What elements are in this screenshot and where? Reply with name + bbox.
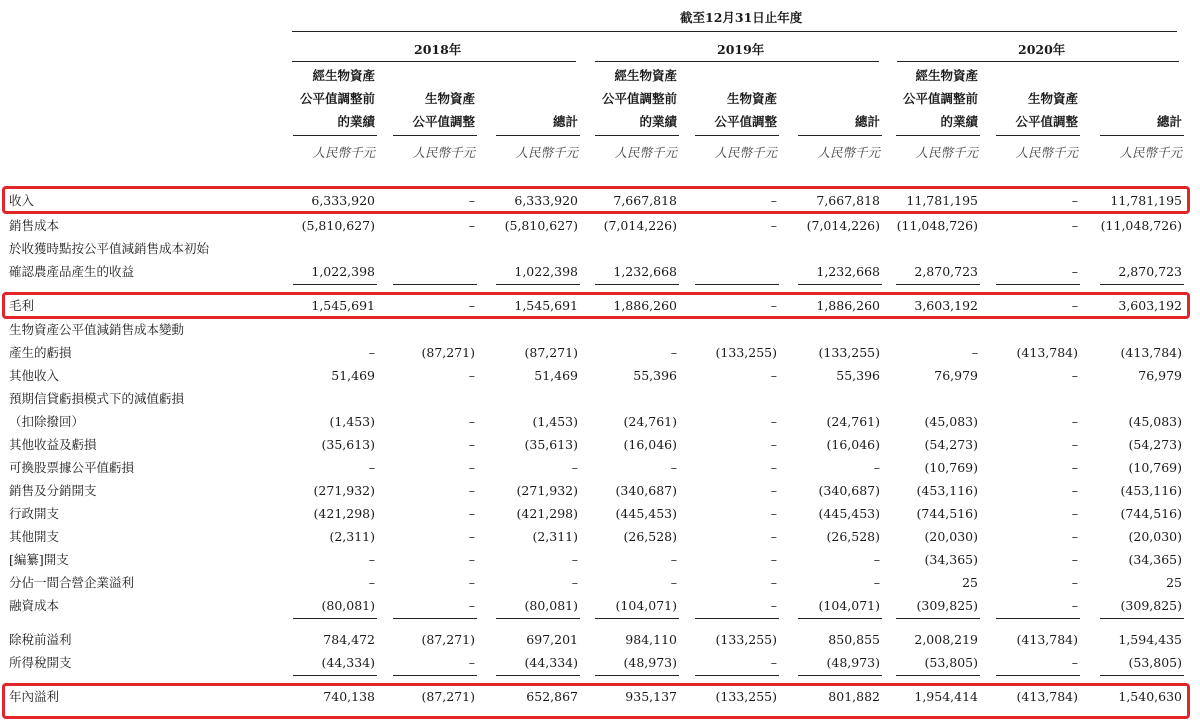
row-value: –: [468, 414, 475, 429]
row-value: –: [1071, 506, 1078, 521]
row-value: 25: [1166, 575, 1182, 590]
row-value: (35,613): [524, 437, 578, 452]
row-value: –: [1071, 368, 1078, 383]
row-value: –: [1071, 264, 1078, 279]
subtotal-underline: [1100, 675, 1184, 676]
row-label: 銷售成本: [9, 218, 60, 233]
row-label: 銷售及分銷開支: [9, 483, 97, 498]
row-value: (133,255): [715, 689, 777, 704]
row-label: 收入: [9, 193, 35, 208]
row-value: –: [670, 552, 677, 567]
row-value: –: [1071, 437, 1078, 452]
row-value: (413,784): [1016, 632, 1078, 647]
row-label: 除稅前溢利: [9, 632, 72, 647]
row-label: 預期信貸虧損模式下的減值虧損: [9, 391, 185, 406]
row-label: 毛利: [9, 298, 35, 313]
row-value: 7,667,818: [816, 193, 880, 208]
row-value: (11,048,726): [1100, 218, 1182, 233]
row-value: (34,365): [1128, 552, 1182, 567]
row-value: (2,311): [329, 529, 375, 544]
row-value: 1,022,398: [514, 264, 578, 279]
subtotal-underline: [996, 618, 1080, 619]
row-value: –: [468, 218, 475, 233]
col-header-2020-pre-adjustment-line1: 經生物資產: [915, 68, 978, 83]
row-value: –: [468, 437, 475, 452]
col-header-underline: [996, 135, 1080, 136]
row-label: 行政開支: [9, 506, 60, 521]
subtotal-underline: [595, 618, 679, 619]
col-header-underline: [496, 135, 580, 136]
row-value: –: [1071, 460, 1078, 475]
col-header-2019-pre-adjustment-line2: 公平值調整前: [601, 91, 677, 106]
row-value: –: [1071, 552, 1078, 567]
row-value: –: [670, 575, 677, 590]
row-label: 融資成本: [9, 598, 60, 613]
row-value: (26,528): [623, 529, 677, 544]
row-value: 11,781,195: [906, 193, 978, 208]
row-value: 784,472: [323, 632, 375, 647]
unit-label-2019-total: 人民幣千元: [817, 145, 880, 160]
row-value: (16,046): [826, 437, 880, 452]
row-label: 其他開支: [9, 529, 60, 544]
unit-label-2020-total: 人民幣千元: [1119, 145, 1182, 160]
row-value: –: [468, 460, 475, 475]
subtotal-underline: [695, 284, 779, 285]
row-value: –: [770, 437, 777, 452]
row-value: (421,298): [313, 506, 375, 521]
row-value: –: [468, 552, 475, 567]
row-value: (5,810,627): [301, 218, 375, 233]
row-value: 1,594,435: [1118, 632, 1182, 647]
row-value: –: [1071, 298, 1078, 313]
subtotal-underline: [496, 284, 580, 285]
row-value: 25: [962, 575, 978, 590]
col-header-underline: [695, 135, 779, 136]
row-label: 生物資產公平值減銷售成本變動: [9, 322, 185, 337]
row-value: (413,784): [1016, 689, 1078, 704]
row-value: 1,545,691: [311, 298, 375, 313]
row-value: (271,932): [516, 483, 578, 498]
subtotal-underline: [393, 675, 477, 676]
row-value: –: [571, 460, 578, 475]
row-value: 935,137: [625, 689, 677, 704]
row-value: 1,232,668: [613, 264, 677, 279]
row-value: (421,298): [516, 506, 578, 521]
unit-label-2018-bio-asset-adjustment: 人民幣千元: [412, 145, 475, 160]
unit-label-2018-pre-adjustment: 人民幣千元: [312, 145, 375, 160]
row-value: 6,333,920: [514, 193, 578, 208]
row-value: (133,255): [715, 632, 777, 647]
row-value: –: [873, 460, 880, 475]
col-header-2018-total-line1: 總計: [552, 114, 578, 129]
row-value: –: [1071, 483, 1078, 498]
row-value: (44,334): [321, 655, 375, 670]
row-value: (87,271): [421, 345, 475, 360]
row-value: –: [368, 552, 375, 567]
col-header-2018-pre-adjustment-line1: 經生物資產: [312, 68, 375, 83]
row-value: 76,979: [1138, 368, 1182, 383]
row-value: 2,008,219: [914, 632, 978, 647]
subtotal-underline: [293, 675, 377, 676]
subtotal-underline: [695, 618, 779, 619]
subtotal-underline: [695, 675, 779, 676]
row-value: (35,613): [321, 437, 375, 452]
row-value: –: [770, 575, 777, 590]
row-value: (309,825): [916, 598, 978, 613]
row-value: 51,469: [534, 368, 578, 383]
row-value: –: [468, 506, 475, 521]
row-value: –: [670, 460, 677, 475]
unit-label-2020-pre-adjustment: 人民幣千元: [915, 145, 978, 160]
subtotal-underline: [393, 284, 477, 285]
col-header-2018-bio-asset-adjustment-line2: 公平值調整: [412, 114, 475, 129]
row-value: –: [571, 575, 578, 590]
row-value: (309,825): [1120, 598, 1182, 613]
row-value: –: [468, 368, 475, 383]
row-value: (44,334): [524, 655, 578, 670]
row-value: 3,603,192: [914, 298, 978, 313]
col-header-2019-pre-adjustment-line3: 的業績: [639, 114, 677, 129]
row-value: –: [1071, 655, 1078, 670]
subtotal-underline: [496, 618, 580, 619]
row-value: (7,014,226): [603, 218, 677, 233]
subtotal-underline: [798, 618, 882, 619]
row-value: (54,273): [924, 437, 978, 452]
subtotal-underline: [1100, 284, 1184, 285]
unit-label-2020-bio-asset-adjustment: 人民幣千元: [1015, 145, 1078, 160]
subtotal-underline: [798, 675, 882, 676]
row-value: 55,396: [836, 368, 880, 383]
row-label: 產生的虧損: [9, 345, 72, 360]
row-value: (54,273): [1128, 437, 1182, 452]
row-value: 55,396: [633, 368, 677, 383]
row-value: –: [770, 598, 777, 613]
highlight-profit-for-year-row: [2, 683, 1190, 719]
col-header-2020-pre-adjustment-line2: 公平值調整前: [902, 91, 978, 106]
subtotal-underline: [393, 618, 477, 619]
row-value: (104,071): [818, 598, 880, 613]
row-value: 740,138: [323, 689, 375, 704]
col-header-underline: [293, 135, 377, 136]
subtotal-underline: [496, 675, 580, 676]
row-value: –: [1071, 529, 1078, 544]
row-label: [編纂]開支: [9, 552, 69, 567]
row-value: –: [1071, 575, 1078, 590]
col-header-2018-bio-asset-adjustment-line1: 生物資產: [424, 91, 475, 106]
row-label: 於收獲時點按公平值減銷售成本初始: [9, 241, 210, 256]
row-value: 1,232,668: [816, 264, 880, 279]
row-value: 1,545,691: [514, 298, 578, 313]
row-value: (20,030): [1128, 529, 1182, 544]
row-value: –: [1071, 414, 1078, 429]
year-underline-2018: [292, 61, 576, 62]
subtotal-underline: [896, 675, 980, 676]
col-header-2018-pre-adjustment-line2: 公平值調整前: [299, 91, 375, 106]
col-header-underline: [595, 135, 679, 136]
row-value: (34,365): [924, 552, 978, 567]
row-value: (445,453): [818, 506, 880, 521]
row-value: (133,255): [715, 345, 777, 360]
row-value: (744,516): [1120, 506, 1182, 521]
row-value: (744,516): [916, 506, 978, 521]
row-value: (340,687): [615, 483, 677, 498]
row-value: 6,333,920: [311, 193, 375, 208]
col-header-underline: [798, 135, 882, 136]
row-value: (53,805): [924, 655, 978, 670]
row-value: –: [770, 368, 777, 383]
row-value: –: [770, 552, 777, 567]
row-value: (2,311): [532, 529, 578, 544]
row-value: –: [1071, 218, 1078, 233]
subtotal-underline: [293, 284, 377, 285]
period-underline: [292, 31, 1177, 32]
year-underline-2019: [595, 61, 879, 62]
row-value: –: [468, 655, 475, 670]
row-value: 51,469: [331, 368, 375, 383]
row-value: –: [1071, 193, 1078, 208]
row-value: (10,769): [924, 460, 978, 475]
row-value: 652,867: [526, 689, 578, 704]
row-value: –: [368, 345, 375, 360]
subtotal-underline: [1100, 618, 1184, 619]
col-header-2020-bio-asset-adjustment-line2: 公平值調整: [1015, 114, 1078, 129]
row-label: 分佔一間合營企業溢利: [9, 575, 135, 590]
col-header-2019-total-line1: 總計: [854, 114, 880, 129]
row-value: –: [468, 193, 475, 208]
period-header: 截至12月31日止年度: [680, 10, 803, 25]
subtotal-underline: [595, 675, 679, 676]
row-value: 7,667,818: [613, 193, 677, 208]
row-value: (1,453): [532, 414, 578, 429]
row-value: (48,973): [826, 655, 880, 670]
row-value: –: [368, 575, 375, 590]
row-value: (45,083): [924, 414, 978, 429]
row-value: –: [770, 414, 777, 429]
year-header-2020: 2020年: [1018, 42, 1066, 57]
row-value: (10,769): [1128, 460, 1182, 475]
highlight-revenue-row: [2, 186, 1190, 214]
subtotal-underline: [798, 284, 882, 285]
row-value: 2,870,723: [1118, 264, 1182, 279]
row-value: 697,201: [526, 632, 578, 647]
row-value: –: [670, 345, 677, 360]
row-value: (453,116): [916, 483, 978, 498]
unit-label-2019-bio-asset-adjustment: 人民幣千元: [714, 145, 777, 160]
row-value: (45,083): [1128, 414, 1182, 429]
row-value: (80,081): [321, 598, 375, 613]
col-header-2020-pre-adjustment-line3: 的業績: [940, 114, 978, 129]
row-value: –: [1071, 598, 1078, 613]
row-value: (48,973): [623, 655, 677, 670]
row-value: 76,979: [934, 368, 978, 383]
row-value: 2,870,723: [914, 264, 978, 279]
row-value: (20,030): [924, 529, 978, 544]
row-value: 801,882: [828, 689, 880, 704]
row-value: (104,071): [615, 598, 677, 613]
row-value: –: [873, 575, 880, 590]
unit-label-2019-pre-adjustment: 人民幣千元: [614, 145, 677, 160]
row-value: –: [468, 575, 475, 590]
row-value: (445,453): [615, 506, 677, 521]
row-value: (24,761): [826, 414, 880, 429]
row-value: –: [770, 506, 777, 521]
row-value: –: [770, 483, 777, 498]
row-label: 可換股票據公平值虧損: [9, 460, 135, 475]
subtotal-underline: [996, 284, 1080, 285]
row-value: 1,886,260: [816, 298, 880, 313]
row-value: (87,271): [524, 345, 578, 360]
row-value: 1,886,260: [613, 298, 677, 313]
col-header-2019-bio-asset-adjustment-line1: 生物資產: [726, 91, 777, 106]
row-label: （扣除撥回）: [9, 414, 85, 429]
row-value: (11,048,726): [896, 218, 978, 233]
row-value: –: [468, 598, 475, 613]
row-value: (87,271): [421, 689, 475, 704]
row-value: 1,540,630: [1118, 689, 1182, 704]
row-value: (340,687): [818, 483, 880, 498]
row-value: 850,855: [828, 632, 880, 647]
row-value: (5,810,627): [504, 218, 578, 233]
row-value: (80,081): [524, 598, 578, 613]
row-value: (7,014,226): [806, 218, 880, 233]
row-value: –: [571, 552, 578, 567]
row-value: –: [770, 460, 777, 475]
year-underline-2020: [897, 61, 1179, 62]
row-value: 1,954,414: [914, 689, 978, 704]
row-value: –: [368, 460, 375, 475]
subtotal-underline: [595, 284, 679, 285]
col-header-2020-bio-asset-adjustment-line1: 生物資產: [1027, 91, 1078, 106]
row-value: (24,761): [623, 414, 677, 429]
highlight-gross-profit-row: [2, 292, 1190, 319]
col-header-2020-total-line1: 總計: [1156, 114, 1182, 129]
year-header-2019: 2019年: [717, 42, 765, 57]
row-value: (26,528): [826, 529, 880, 544]
row-label: 年內溢利: [9, 689, 60, 704]
row-label: 所得稅開支: [9, 655, 72, 670]
year-header-2018: 2018年: [414, 42, 462, 57]
row-value: –: [770, 298, 777, 313]
row-value: (1,453): [329, 414, 375, 429]
row-label: 確認農產品產生的收益: [9, 264, 135, 279]
row-value: –: [770, 218, 777, 233]
row-value: (271,932): [313, 483, 375, 498]
col-header-2019-bio-asset-adjustment-line2: 公平值調整: [714, 114, 777, 129]
subtotal-underline: [293, 618, 377, 619]
col-header-underline: [393, 135, 477, 136]
row-value: –: [770, 193, 777, 208]
row-value: –: [468, 483, 475, 498]
row-value: –: [873, 552, 880, 567]
row-value: –: [468, 529, 475, 544]
row-value: –: [468, 298, 475, 313]
subtotal-underline: [996, 675, 1080, 676]
row-label: 其他收益及虧損: [9, 437, 97, 452]
row-value: (87,271): [421, 632, 475, 647]
row-value: 11,781,195: [1110, 193, 1182, 208]
row-value: (413,784): [1016, 345, 1078, 360]
row-label: 其他收入: [9, 368, 60, 383]
row-value: (53,805): [1128, 655, 1182, 670]
row-value: –: [770, 529, 777, 544]
row-value: 3,603,192: [1118, 298, 1182, 313]
row-value: (413,784): [1120, 345, 1182, 360]
col-header-2019-pre-adjustment-line1: 經生物資產: [614, 68, 677, 83]
subtotal-underline: [896, 618, 980, 619]
row-value: (453,116): [1120, 483, 1182, 498]
row-value: 1,022,398: [311, 264, 375, 279]
row-value: (133,255): [818, 345, 880, 360]
col-header-underline: [896, 135, 980, 136]
row-value: –: [770, 655, 777, 670]
row-value: –: [971, 345, 978, 360]
row-value: 984,110: [625, 632, 677, 647]
subtotal-underline: [896, 284, 980, 285]
col-header-underline: [1100, 135, 1184, 136]
unit-label-2018-total: 人民幣千元: [515, 145, 578, 160]
row-value: (16,046): [623, 437, 677, 452]
col-header-2018-pre-adjustment-line3: 的業績: [337, 114, 375, 129]
